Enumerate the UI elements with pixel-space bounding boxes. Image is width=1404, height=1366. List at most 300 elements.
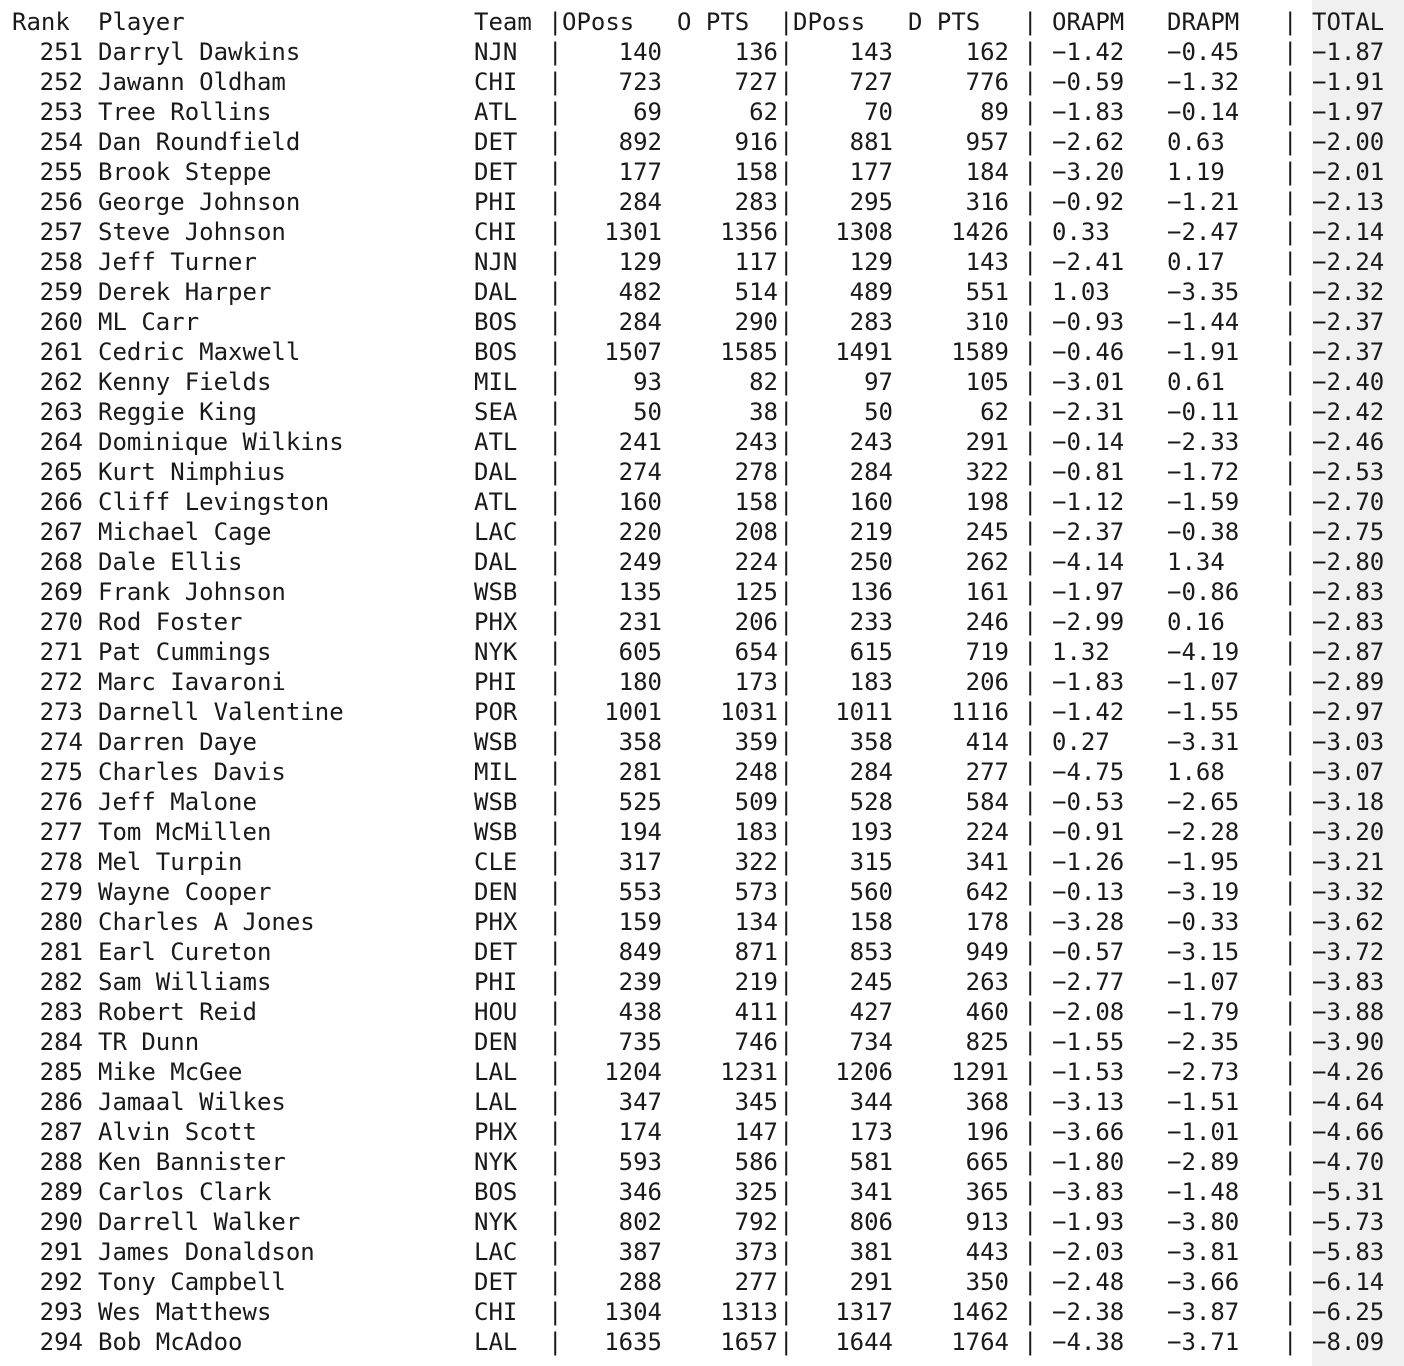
- column-separator: |: [779, 98, 794, 126]
- column-separator: |: [779, 338, 794, 366]
- orapm-cell: −0.57: [1052, 938, 1125, 966]
- column-separator: |: [548, 188, 563, 216]
- dposs-cell: 160: [849, 488, 893, 516]
- oposs-cell: 347: [618, 1088, 662, 1116]
- dpts-cell: 162: [965, 38, 1009, 66]
- drapm-cell: 0.61: [1167, 368, 1225, 396]
- rank-cell: 266: [39, 488, 83, 516]
- dpts-cell: 665: [965, 1148, 1009, 1176]
- table-row: [0, 217, 1404, 247]
- team-cell: HOU: [474, 998, 518, 1026]
- total-cell: −2.37: [1312, 338, 1385, 366]
- player-cell: Tony Campbell: [98, 1268, 286, 1296]
- rank-cell: 276: [39, 788, 83, 816]
- table-row: [0, 937, 1404, 967]
- column-separator: |: [1023, 578, 1038, 606]
- column-separator: |: [779, 608, 794, 636]
- orapm-cell: −2.41: [1052, 248, 1125, 276]
- drapm-cell: −2.65: [1167, 788, 1240, 816]
- oposs-cell: 249: [618, 548, 662, 576]
- total-cell: −5.73: [1312, 1208, 1385, 1236]
- column-separator: |: [779, 398, 794, 426]
- column-separator: |: [1283, 68, 1298, 96]
- player-cell: Darnell Valentine: [98, 698, 344, 726]
- header-separator: |: [1023, 8, 1038, 36]
- header-dposs: DPoss: [793, 8, 866, 36]
- dposs-cell: 136: [849, 578, 893, 606]
- column-separator: |: [779, 488, 794, 516]
- column-separator: |: [1283, 668, 1298, 696]
- opts-cell: 411: [734, 998, 778, 1026]
- opts-cell: 219: [734, 968, 778, 996]
- opts-cell: 727: [734, 68, 778, 96]
- drapm-cell: 0.16: [1167, 608, 1225, 636]
- player-cell: Ken Bannister: [98, 1148, 286, 1176]
- team-cell: WSB: [474, 728, 518, 756]
- opts-cell: 206: [734, 608, 778, 636]
- oposs-cell: 174: [618, 1118, 662, 1146]
- column-separator: |: [1023, 278, 1038, 306]
- player-cell: Wayne Cooper: [98, 878, 272, 906]
- total-cell: −2.87: [1312, 638, 1385, 666]
- team-cell: BOS: [474, 338, 518, 366]
- dpts-cell: 263: [965, 968, 1009, 996]
- drapm-cell: −1.07: [1167, 968, 1240, 996]
- column-separator: |: [1283, 908, 1298, 936]
- column-separator: |: [548, 398, 563, 426]
- orapm-cell: −3.01: [1052, 368, 1125, 396]
- orapm-cell: −2.08: [1052, 998, 1125, 1026]
- column-separator: |: [779, 1058, 794, 1086]
- total-cell: −2.40: [1312, 368, 1385, 396]
- column-separator: |: [1023, 1328, 1038, 1356]
- opts-cell: 243: [734, 428, 778, 456]
- orapm-cell: −1.83: [1052, 98, 1125, 126]
- table-row: [0, 607, 1404, 637]
- opts-cell: 792: [734, 1208, 778, 1236]
- table-row: [0, 367, 1404, 397]
- column-separator: |: [1283, 518, 1298, 546]
- dposs-cell: 734: [849, 1028, 893, 1056]
- table-row: [0, 847, 1404, 877]
- total-cell: −2.01: [1312, 158, 1385, 186]
- column-separator: |: [1023, 998, 1038, 1026]
- team-cell: MIL: [474, 368, 518, 396]
- orapm-cell: −1.93: [1052, 1208, 1125, 1236]
- orapm-cell: −1.83: [1052, 668, 1125, 696]
- orapm-cell: −2.62: [1052, 128, 1125, 156]
- drapm-cell: −3.80: [1167, 1208, 1240, 1236]
- column-separator: |: [548, 128, 563, 156]
- rank-cell: 282: [39, 968, 83, 996]
- orapm-cell: −0.92: [1052, 188, 1125, 216]
- dposs-cell: 315: [849, 848, 893, 876]
- rank-cell: 287: [39, 1118, 83, 1146]
- team-cell: ATL: [474, 428, 518, 456]
- rank-cell: 288: [39, 1148, 83, 1176]
- table-row: [0, 997, 1404, 1027]
- orapm-cell: 1.03: [1052, 278, 1110, 306]
- column-separator: |: [779, 998, 794, 1026]
- orapm-cell: −2.99: [1052, 608, 1125, 636]
- column-separator: |: [548, 218, 563, 246]
- table-row: [0, 1237, 1404, 1267]
- team-cell: DAL: [474, 548, 518, 576]
- rank-cell: 273: [39, 698, 83, 726]
- dpts-cell: 198: [965, 488, 1009, 516]
- dpts-cell: 584: [965, 788, 1009, 816]
- dposs-cell: 250: [849, 548, 893, 576]
- player-cell: TR Dunn: [98, 1028, 200, 1056]
- total-cell: −2.53: [1312, 458, 1385, 486]
- rank-cell: 268: [39, 548, 83, 576]
- column-separator: |: [1283, 548, 1298, 576]
- column-separator: |: [548, 818, 563, 846]
- header-drapm: DRAPM: [1167, 8, 1240, 36]
- oposs-cell: 177: [618, 158, 662, 186]
- column-separator: |: [1023, 818, 1038, 846]
- drapm-cell: −1.21: [1167, 188, 1240, 216]
- team-cell: NYK: [474, 1148, 518, 1176]
- column-separator: |: [1023, 1268, 1038, 1296]
- dposs-cell: 183: [849, 668, 893, 696]
- dposs-cell: 358: [849, 728, 893, 756]
- header-rank: Rank: [12, 8, 70, 36]
- column-separator: |: [548, 338, 563, 366]
- player-cell: Brook Steppe: [98, 158, 272, 186]
- rank-cell: 284: [39, 1028, 83, 1056]
- dposs-cell: 129: [849, 248, 893, 276]
- team-cell: BOS: [474, 308, 518, 336]
- oposs-cell: 281: [618, 758, 662, 786]
- orapm-cell: −0.59: [1052, 68, 1125, 96]
- orapm-cell: −2.38: [1052, 1298, 1125, 1326]
- player-cell: Pat Cummings: [98, 638, 272, 666]
- dposs-cell: 1011: [835, 698, 893, 726]
- player-cell: Dominique Wilkins: [98, 428, 344, 456]
- drapm-cell: −1.91: [1167, 338, 1240, 366]
- opts-cell: 38: [749, 398, 778, 426]
- column-separator: |: [1023, 188, 1038, 216]
- dpts-cell: 161: [965, 578, 1009, 606]
- rank-cell: 254: [39, 128, 83, 156]
- dposs-cell: 489: [849, 278, 893, 306]
- drapm-cell: −2.33: [1167, 428, 1240, 456]
- opts-cell: 82: [749, 368, 778, 396]
- orapm-cell: −2.37: [1052, 518, 1125, 546]
- opts-cell: 208: [734, 518, 778, 546]
- column-separator: |: [1023, 1178, 1038, 1206]
- oposs-cell: 93: [633, 368, 662, 396]
- player-cell: Earl Cureton: [98, 938, 272, 966]
- column-separator: |: [1023, 488, 1038, 516]
- table-row: [0, 1327, 1404, 1357]
- total-cell: −3.20: [1312, 818, 1385, 846]
- player-cell: Jeff Turner: [98, 248, 257, 276]
- column-separator: |: [779, 248, 794, 276]
- team-cell: WSB: [474, 818, 518, 846]
- dpts-cell: 143: [965, 248, 1009, 276]
- column-separator: |: [779, 968, 794, 996]
- opts-cell: 224: [734, 548, 778, 576]
- rank-cell: 292: [39, 1268, 83, 1296]
- team-cell: SEA: [474, 398, 518, 426]
- player-cell: Tom McMillen: [98, 818, 272, 846]
- table-row: [0, 547, 1404, 577]
- oposs-cell: 553: [618, 878, 662, 906]
- column-separator: |: [548, 758, 563, 786]
- dpts-cell: 262: [965, 548, 1009, 576]
- dpts-cell: 224: [965, 818, 1009, 846]
- header-oposs: OPoss: [562, 8, 635, 36]
- table-row: [0, 277, 1404, 307]
- column-separator: |: [1283, 578, 1298, 606]
- dpts-cell: 443: [965, 1238, 1009, 1266]
- team-cell: DEN: [474, 878, 518, 906]
- oposs-cell: 849: [618, 938, 662, 966]
- column-separator: |: [1283, 698, 1298, 726]
- rank-cell: 289: [39, 1178, 83, 1206]
- column-separator: |: [779, 848, 794, 876]
- opts-cell: 1657: [720, 1328, 778, 1356]
- column-separator: |: [1023, 1208, 1038, 1236]
- dpts-cell: 1462: [951, 1298, 1009, 1326]
- orapm-cell: −1.97: [1052, 578, 1125, 606]
- team-cell: MIL: [474, 758, 518, 786]
- column-separator: |: [1023, 758, 1038, 786]
- team-cell: PHI: [474, 188, 518, 216]
- total-cell: −3.18: [1312, 788, 1385, 816]
- team-cell: ATL: [474, 98, 518, 126]
- player-cell: Tree Rollins: [98, 98, 272, 126]
- column-separator: |: [779, 278, 794, 306]
- total-cell: −2.70: [1312, 488, 1385, 516]
- team-cell: CHI: [474, 1298, 518, 1326]
- total-cell: −3.62: [1312, 908, 1385, 936]
- table-row: [0, 577, 1404, 607]
- column-separator: |: [548, 1178, 563, 1206]
- table-header: [0, 7, 1404, 37]
- player-cell: Jeff Malone: [98, 788, 257, 816]
- player-cell: Charles Davis: [98, 758, 286, 786]
- column-separator: |: [779, 428, 794, 456]
- table-row: [0, 517, 1404, 547]
- column-separator: |: [548, 158, 563, 186]
- drapm-cell: −1.01: [1167, 1118, 1240, 1146]
- rank-cell: 279: [39, 878, 83, 906]
- column-separator: |: [548, 308, 563, 336]
- column-separator: |: [548, 278, 563, 306]
- rank-cell: 270: [39, 608, 83, 636]
- oposs-cell: 50: [633, 398, 662, 426]
- player-cell: Cedric Maxwell: [98, 338, 301, 366]
- rank-cell: 251: [39, 38, 83, 66]
- column-separator: |: [1023, 1028, 1038, 1056]
- rank-cell: 256: [39, 188, 83, 216]
- table-row: [0, 427, 1404, 457]
- team-cell: BOS: [474, 1178, 518, 1206]
- column-separator: |: [1283, 608, 1298, 636]
- rank-cell: 263: [39, 398, 83, 426]
- drapm-cell: −1.44: [1167, 308, 1240, 336]
- column-separator: |: [548, 668, 563, 696]
- team-cell: PHI: [474, 968, 518, 996]
- opts-cell: 134: [734, 908, 778, 936]
- orapm-cell: −2.48: [1052, 1268, 1125, 1296]
- drapm-cell: −3.81: [1167, 1238, 1240, 1266]
- oposs-cell: 593: [618, 1148, 662, 1176]
- opts-cell: 916: [734, 128, 778, 156]
- table-row: [0, 307, 1404, 337]
- player-cell: Darren Daye: [98, 728, 257, 756]
- dposs-cell: 528: [849, 788, 893, 816]
- column-separator: |: [1023, 878, 1038, 906]
- orapm-cell: −2.77: [1052, 968, 1125, 996]
- dpts-cell: 825: [965, 1028, 1009, 1056]
- opts-cell: 278: [734, 458, 778, 486]
- dposs-cell: 427: [849, 998, 893, 1026]
- dpts-cell: 719: [965, 638, 1009, 666]
- oposs-cell: 735: [618, 1028, 662, 1056]
- column-separator: |: [548, 488, 563, 516]
- total-cell: −2.75: [1312, 518, 1385, 546]
- player-cell: Robert Reid: [98, 998, 257, 1026]
- column-separator: |: [779, 518, 794, 546]
- column-separator: |: [1023, 98, 1038, 126]
- column-separator: |: [1283, 938, 1298, 966]
- drapm-cell: −0.11: [1167, 398, 1240, 426]
- team-cell: DAL: [474, 278, 518, 306]
- rank-cell: 259: [39, 278, 83, 306]
- orapm-cell: −1.55: [1052, 1028, 1125, 1056]
- table-row: [0, 37, 1404, 67]
- column-separator: |: [779, 668, 794, 696]
- column-separator: |: [1283, 1058, 1298, 1086]
- team-cell: PHX: [474, 1118, 518, 1146]
- column-separator: |: [548, 98, 563, 126]
- team-cell: CLE: [474, 848, 518, 876]
- dpts-cell: 1426: [951, 218, 1009, 246]
- dpts-cell: 245: [965, 518, 1009, 546]
- column-separator: |: [548, 938, 563, 966]
- orapm-cell: −1.12: [1052, 488, 1125, 516]
- dpts-cell: 368: [965, 1088, 1009, 1116]
- drapm-cell: −1.48: [1167, 1178, 1240, 1206]
- drapm-cell: −1.95: [1167, 848, 1240, 876]
- column-separator: |: [779, 878, 794, 906]
- dposs-cell: 1644: [835, 1328, 893, 1356]
- oposs-cell: 387: [618, 1238, 662, 1266]
- dposs-cell: 158: [849, 908, 893, 936]
- oposs-cell: 231: [618, 608, 662, 636]
- column-separator: |: [1023, 548, 1038, 576]
- player-cell: Carlos Clark: [98, 1178, 272, 1206]
- column-separator: |: [779, 1328, 794, 1356]
- total-cell: −8.09: [1312, 1328, 1385, 1356]
- oposs-cell: 358: [618, 728, 662, 756]
- column-separator: |: [1023, 248, 1038, 276]
- drapm-cell: −1.32: [1167, 68, 1240, 96]
- table-row: [0, 67, 1404, 97]
- player-cell: Jawann Oldham: [98, 68, 286, 96]
- opts-cell: 117: [734, 248, 778, 276]
- player-cell: Frank Johnson: [98, 578, 286, 606]
- dpts-cell: 277: [965, 758, 1009, 786]
- total-cell: −2.13: [1312, 188, 1385, 216]
- column-separator: |: [779, 698, 794, 726]
- oposs-cell: 140: [618, 38, 662, 66]
- orapm-cell: −1.80: [1052, 1148, 1125, 1176]
- header-orapm: ORAPM: [1052, 8, 1125, 36]
- rank-cell: 262: [39, 368, 83, 396]
- table-row: [0, 1147, 1404, 1177]
- player-cell: Charles A Jones: [98, 908, 315, 936]
- drapm-cell: −2.35: [1167, 1028, 1240, 1056]
- column-separator: |: [1283, 818, 1298, 846]
- column-separator: |: [1283, 398, 1298, 426]
- table-row: [0, 637, 1404, 667]
- column-separator: |: [779, 818, 794, 846]
- team-cell: NJN: [474, 248, 518, 276]
- column-separator: |: [1283, 1298, 1298, 1326]
- player-cell: Alvin Scott: [98, 1118, 257, 1146]
- column-separator: |: [1283, 278, 1298, 306]
- table-row: [0, 247, 1404, 277]
- drapm-cell: −1.51: [1167, 1088, 1240, 1116]
- dpts-cell: 341: [965, 848, 1009, 876]
- opts-cell: 248: [734, 758, 778, 786]
- column-separator: |: [1283, 878, 1298, 906]
- column-separator: |: [1283, 188, 1298, 216]
- opts-cell: 1031: [720, 698, 778, 726]
- drapm-cell: −3.15: [1167, 938, 1240, 966]
- column-separator: |: [1023, 1058, 1038, 1086]
- dposs-cell: 243: [849, 428, 893, 456]
- opts-cell: 586: [734, 1148, 778, 1176]
- table-row: [0, 187, 1404, 217]
- table-row: [0, 1057, 1404, 1087]
- dposs-cell: 173: [849, 1118, 893, 1146]
- rank-cell: 252: [39, 68, 83, 96]
- column-separator: |: [1283, 1328, 1298, 1356]
- header-separator: |: [548, 8, 563, 36]
- column-separator: |: [779, 938, 794, 966]
- team-cell: ATL: [474, 488, 518, 516]
- rank-cell: 281: [39, 938, 83, 966]
- oposs-cell: 438: [618, 998, 662, 1026]
- dposs-cell: 193: [849, 818, 893, 846]
- column-separator: |: [1283, 218, 1298, 246]
- column-separator: |: [1283, 368, 1298, 396]
- column-separator: |: [1023, 458, 1038, 486]
- total-cell: −2.89: [1312, 668, 1385, 696]
- team-cell: LAL: [474, 1328, 518, 1356]
- orapm-cell: −0.14: [1052, 428, 1125, 456]
- drapm-cell: −3.87: [1167, 1298, 1240, 1326]
- drapm-cell: −0.86: [1167, 578, 1240, 606]
- total-cell: −6.14: [1312, 1268, 1385, 1296]
- orapm-cell: −1.42: [1052, 38, 1125, 66]
- team-cell: LAL: [474, 1088, 518, 1116]
- column-separator: |: [1023, 68, 1038, 96]
- table-row: [0, 487, 1404, 517]
- opts-cell: 62: [749, 98, 778, 126]
- table-row: [0, 727, 1404, 757]
- total-cell: −2.97: [1312, 698, 1385, 726]
- column-separator: |: [548, 728, 563, 756]
- dpts-cell: 949: [965, 938, 1009, 966]
- column-separator: |: [779, 368, 794, 396]
